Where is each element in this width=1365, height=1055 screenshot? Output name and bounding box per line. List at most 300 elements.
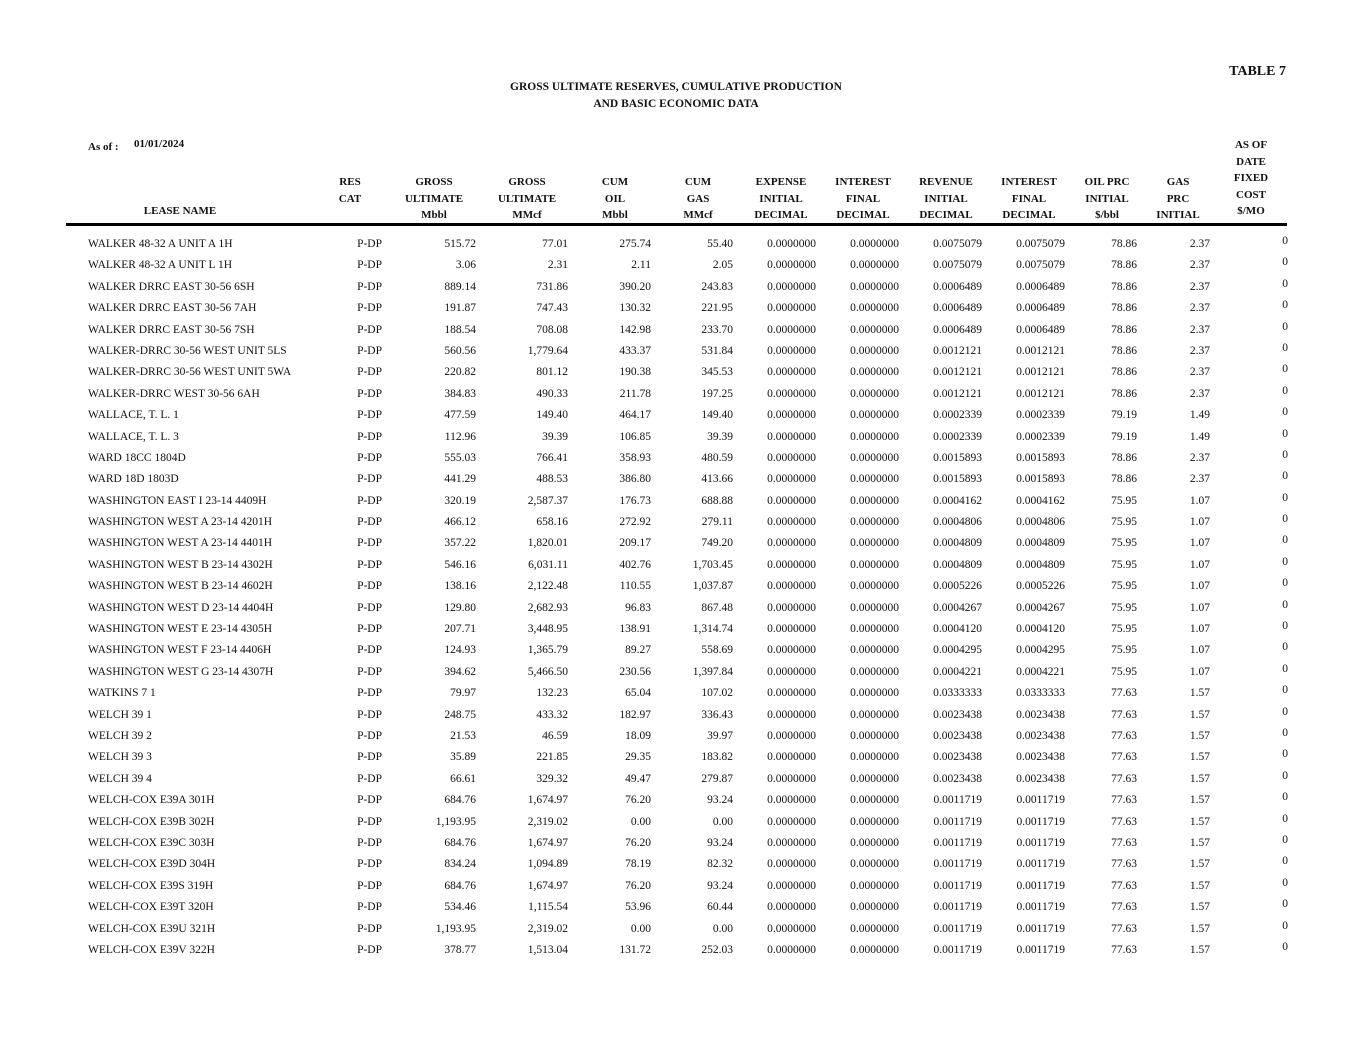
int-final2-cell: 0.0011719 [1016,943,1065,956]
fixed-cost-cell: 0 [1282,726,1288,739]
oil-prc-cell: 77.63 [1111,794,1137,807]
lease-name: WELCH-COX E39D 304H [88,858,216,871]
int-final-cell: 0.0000000 [850,644,899,657]
gas-prc-cell: 1.57 [1189,708,1210,721]
cum-gas-cell: 558.69 [701,644,733,657]
cum-gas-cell: 82.32 [707,858,733,871]
revenue-cell: 0.0004120 [933,623,982,636]
cum-oil-cell: 390.20 [619,280,651,293]
int-final-cell: 0.0000000 [850,580,899,593]
table-row [0,877,1365,898]
gross-gas-cell: 221.85 [536,751,568,764]
header-gross-oil [384,174,484,224]
cum-gas-cell: 1,037.87 [692,580,733,593]
table-row [0,748,1365,769]
header-line: INITIAL [759,192,803,205]
gas-prc-cell: 1.57 [1189,751,1210,764]
int-final2-cell: 0.0004120 [1016,623,1065,636]
fixed-cost-cell: 0 [1282,855,1288,868]
oil-prc-cell: 78.86 [1111,366,1137,379]
fixed-cost-cell: 0 [1282,620,1288,633]
gas-prc-cell: 1.07 [1189,494,1210,507]
int-final2-cell: 0.0004267 [1016,601,1065,614]
gas-prc-cell: 2.37 [1189,451,1210,464]
cum-oil-cell: 76.20 [625,879,651,892]
gross-gas-cell: 2,319.02 [527,922,568,935]
expense-cell: 0.0000000 [767,344,816,357]
gas-prc-cell: 1.57 [1189,943,1210,956]
gross-gas-cell: 2.31 [547,259,568,272]
fixed-cost-cell: 0 [1282,705,1288,718]
gross-oil-cell: 684.76 [444,836,476,849]
header-line: GROSS [415,176,453,188]
revenue-cell: 0.0006489 [933,323,982,336]
res-cat: P-DP [357,729,382,742]
oil-prc-cell: 75.95 [1111,558,1137,571]
expense-cell: 0.0000000 [767,858,816,871]
gross-gas-cell: 490.33 [536,387,568,400]
gross-gas-cell: 1,674.97 [527,836,568,849]
cum-oil-cell: 176.73 [619,494,651,507]
header-fixed-cost [1201,137,1301,220]
gross-oil-cell: 1,193.95 [435,815,476,828]
gross-gas-cell: 329.32 [536,772,568,785]
cum-oil-cell: 275.74 [619,238,651,250]
gross-oil-cell: 248.75 [444,708,476,721]
gas-prc-cell: 2.37 [1189,259,1210,272]
table-row [0,342,1365,363]
revenue-cell: 0.0004267 [933,601,982,614]
lease-name: WALKER 48-32 A UNIT A 1H [88,238,233,250]
lease-name: WASHINGTON WEST F 23-14 4406H [88,644,272,657]
int-final2-cell: 0.0333333 [1016,687,1065,700]
int-final2-cell: 0.0006489 [1016,302,1065,315]
cum-gas-cell: 55.40 [707,238,733,250]
gross-oil-cell: 515.72 [444,238,476,250]
revenue-cell: 0.0004162 [933,494,982,507]
oil-prc-cell: 75.95 [1111,537,1137,550]
table-row [0,363,1365,384]
cum-oil-cell: 190.38 [619,366,651,379]
cum-oil-cell: 78.19 [625,858,651,871]
header-line: DATE [1236,155,1266,168]
res-cat: P-DP [357,644,382,657]
gross-oil-cell: 889.14 [444,280,476,293]
gross-oil-cell: 79.97 [450,687,476,700]
cum-oil-cell: 131.72 [619,943,651,956]
as-of-date: 01/01/2024 [134,138,185,150]
oil-prc-cell: 78.86 [1111,473,1137,486]
header-line: ULTIMATE [497,192,557,205]
fixed-cost-cell: 0 [1282,876,1288,889]
int-final-cell: 0.0000000 [850,558,899,571]
gross-gas-cell: 1,674.97 [527,879,568,892]
fixed-cost-cell: 0 [1282,534,1288,547]
int-final2-cell: 0.0002339 [1016,409,1065,422]
oil-prc-cell: 77.63 [1111,772,1137,785]
expense-cell: 0.0000000 [767,794,816,807]
int-final2-cell: 0.0015893 [1016,451,1065,464]
gross-oil-cell: 124.93 [444,644,476,657]
cum-gas-cell: 233.70 [701,323,733,336]
expense-cell: 0.0000000 [767,473,816,486]
oil-prc-cell: 77.63 [1111,815,1137,828]
lease-name: WELCH-COX E39B 302H [88,815,215,828]
table-row [0,834,1365,855]
lease-name: WASHINGTON WEST B 23-14 4302H [88,558,273,571]
gas-prc-cell: 1.57 [1189,729,1210,742]
gross-gas-cell: 77.01 [542,238,568,250]
oil-prc-cell: 75.95 [1111,580,1137,593]
table-row [0,470,1365,491]
res-cat: P-DP [357,344,382,357]
header-line: FINAL [845,192,881,205]
gas-prc-cell: 1.07 [1189,516,1210,529]
lease-name: WALLACE, T. L. 3 [88,430,179,443]
int-final-cell: 0.0000000 [850,409,899,422]
gross-gas-cell: 1,115.54 [528,901,568,914]
expense-cell: 0.0000000 [767,708,816,721]
fixed-cost-cell: 0 [1282,662,1288,675]
lease-name: WARD 18D 1803D [88,473,179,486]
table-row [0,428,1365,449]
int-final2-cell: 0.0004221 [1016,665,1065,678]
gas-prc-cell: 2.37 [1189,387,1210,400]
lease-name: WASHINGTON WEST E 23-14 4305H [88,623,272,636]
cum-gas-cell: 252.03 [701,943,733,956]
cum-gas-cell: 336.43 [701,708,733,721]
cum-oil-cell: 65.04 [625,687,651,700]
header-line: COST [1236,188,1266,201]
int-final-cell: 0.0000000 [850,708,899,721]
cum-oil-cell: 106.85 [619,430,651,443]
oil-prc-cell: 78.86 [1111,451,1137,464]
cum-oil-cell: 110.55 [619,580,651,593]
gas-prc-cell: 1.57 [1189,858,1210,871]
int-final2-cell: 0.0004809 [1016,558,1065,571]
oil-prc-cell: 77.63 [1111,858,1137,871]
table-row [0,534,1365,555]
cum-gas-cell: 39.97 [707,729,733,742]
cum-oil-cell: 29.35 [625,751,651,764]
lease-name: WATKINS 7 1 [88,687,156,700]
revenue-cell: 0.0012121 [933,344,982,357]
res-cat: P-DP [357,430,382,443]
gross-oil-cell: 441.29 [444,473,476,486]
expense-cell: 0.0000000 [767,387,816,400]
res-cat: P-DP [357,751,382,764]
header-line: FINAL [1011,192,1047,205]
lease-name: WASHINGTON WEST B 23-14 4602H [88,580,273,593]
fixed-cost-cell: 0 [1282,363,1288,376]
expense-cell: 0.0000000 [767,601,816,614]
res-cat: P-DP [357,794,382,807]
expense-cell: 0.0000000 [767,366,816,379]
int-final-cell: 0.0000000 [850,901,899,914]
cum-gas-cell: 531.84 [701,344,733,357]
oil-prc-cell: 78.86 [1111,259,1137,272]
header-line: Mbbl [421,209,447,221]
revenue-cell: 0.0011719 [933,879,982,892]
table-row [0,599,1365,620]
int-final-cell: 0.0000000 [850,537,899,550]
gas-prc-cell: 1.07 [1189,601,1210,614]
fixed-cost-cell: 0 [1282,406,1288,419]
gross-gas-cell: 2,122.48 [527,580,568,593]
gross-gas-cell: 488.53 [536,473,568,486]
gross-gas-cell: 5,466.50 [527,665,568,678]
int-final-cell: 0.0000000 [850,323,899,336]
cum-oil-cell: 76.20 [625,794,651,807]
fixed-cost-cell: 0 [1282,555,1288,568]
res-cat: P-DP [357,473,382,486]
int-final2-cell: 0.0011719 [1016,901,1065,914]
cum-gas-cell: 0.00 [712,815,733,828]
gas-prc-cell: 1.07 [1189,623,1210,636]
revenue-cell: 0.0012121 [933,387,982,400]
revenue-cell: 0.0004806 [933,516,982,529]
cum-gas-cell: 1,703.45 [692,558,733,571]
revenue-cell: 0.0075079 [933,238,982,250]
fixed-cost-cell: 0 [1282,384,1288,397]
gross-oil-cell: 191.87 [444,302,476,315]
table-row [0,278,1365,299]
cum-gas-cell: 688.88 [701,494,733,507]
gas-prc-cell: 1.57 [1189,922,1210,935]
cum-oil-cell: 464.17 [619,409,651,422]
gross-gas-cell: 2,319.02 [527,815,568,828]
header-lease [130,203,230,220]
oil-prc-cell: 75.95 [1111,623,1137,636]
header-line: $/MO [1237,205,1265,217]
gross-oil-cell: 834.24 [444,858,476,871]
header-line: INITIAL [1085,192,1129,205]
gross-oil-cell: 394.62 [444,665,476,678]
revenue-cell: 0.0006489 [933,302,982,315]
revenue-cell: 0.0011719 [933,858,982,871]
res-cat: P-DP [357,858,382,871]
revenue-cell: 0.0002339 [933,409,982,422]
lease-name: WARD 18CC 1804D [88,451,186,464]
lease-name: WASHINGTON EAST I 23-14 4409H [88,494,267,507]
table-row [0,577,1365,598]
expense-cell: 0.0000000 [767,772,816,785]
report-title-line1: GROSS ULTIMATE RESERVES, CUMULATIVE PRODUCTION [510,81,842,93]
oil-prc-cell: 77.63 [1111,836,1137,849]
lease-name: WASHINGTON WEST G 23-14 4307H [88,665,274,678]
lease-name: WELCH-COX E39V 322H [88,943,215,956]
table-row [0,299,1365,320]
int-final-cell: 0.0000000 [850,794,899,807]
header-line: RES [339,176,361,188]
int-final2-cell: 0.0012121 [1016,387,1065,400]
res-cat: P-DP [357,687,382,700]
gross-oil-cell: 378.77 [444,943,476,956]
int-final-cell: 0.0000000 [850,943,899,956]
oil-prc-cell: 78.86 [1111,302,1137,315]
gas-prc-cell: 2.37 [1189,238,1210,250]
gas-prc-cell: 1.07 [1189,644,1210,657]
expense-cell: 0.0000000 [767,323,816,336]
fixed-cost-cell: 0 [1282,791,1288,804]
gross-gas-cell: 747.43 [536,302,568,315]
data-table [0,235,1365,962]
gas-prc-cell: 1.07 [1189,665,1210,678]
int-final-cell: 0.0000000 [850,238,899,250]
cum-gas-cell: 93.24 [707,836,733,849]
int-final2-cell: 0.0004806 [1016,516,1065,529]
oil-prc-cell: 78.86 [1111,323,1137,336]
gas-prc-cell: 1.07 [1189,537,1210,550]
res-cat: P-DP [357,323,382,336]
lease-name: WELCH-COX E39T 320H [88,901,214,914]
revenue-cell: 0.0011719 [933,901,982,914]
revenue-cell: 0.0012121 [933,366,982,379]
int-final-cell: 0.0000000 [850,494,899,507]
table-row [0,620,1365,641]
res-cat: P-DP [357,494,382,507]
int-final-cell: 0.0000000 [850,302,899,315]
cum-oil-cell: 2.11 [631,259,651,272]
revenue-cell: 0.0011719 [933,836,982,849]
gross-gas-cell: 1,094.89 [527,858,568,871]
table-number: TABLE 7 [1229,64,1286,79]
res-cat: P-DP [357,815,382,828]
lease-name: WELCH-COX E39U 321H [88,922,216,935]
gross-gas-cell: 708.08 [536,323,568,336]
gas-prc-cell: 1.49 [1189,430,1210,443]
oil-prc-cell: 77.63 [1111,708,1137,721]
header-line: PRC [1166,192,1190,205]
int-final2-cell: 0.0006489 [1016,280,1065,293]
int-final2-cell: 0.0023438 [1016,772,1065,785]
gas-prc-cell: 1.57 [1189,772,1210,785]
lease-name: WALKER DRRC EAST 30-56 7AH [88,302,257,315]
gas-prc-cell: 2.37 [1189,366,1210,379]
cum-gas-cell: 221.95 [701,302,733,315]
oil-prc-cell: 77.63 [1111,687,1137,700]
revenue-cell: 0.0023438 [933,729,982,742]
res-cat: P-DP [357,387,382,400]
int-final2-cell: 0.0011719 [1016,858,1065,871]
gas-prc-cell: 1.57 [1189,815,1210,828]
cum-oil-cell: 142.98 [619,323,651,336]
fixed-cost-cell: 0 [1282,940,1288,953]
fixed-cost-cell: 0 [1282,320,1288,333]
expense-cell: 0.0000000 [767,409,816,422]
int-final2-cell: 0.0011719 [1016,794,1065,807]
gross-oil-cell: 35.89 [450,751,476,764]
int-final-cell: 0.0000000 [850,687,899,700]
lease-name: WASHINGTON WEST A 23-14 4401H [88,537,273,550]
fixed-cost-cell: 0 [1282,448,1288,461]
expense-cell: 0.0000000 [767,516,816,529]
revenue-cell: 0.0006489 [933,280,982,293]
int-final-cell: 0.0000000 [850,665,899,678]
gross-oil-cell: 477.59 [444,409,476,422]
fixed-cost-cell: 0 [1282,470,1288,483]
gross-gas-cell: 1,513.04 [527,943,568,956]
revenue-cell: 0.0005226 [933,580,982,593]
cum-oil-cell: 0.00 [630,815,651,828]
gas-prc-cell: 1.57 [1189,879,1210,892]
res-cat: P-DP [357,772,382,785]
gross-gas-cell: 1,779.64 [527,344,568,357]
gross-oil-cell: 466.12 [444,516,476,529]
oil-prc-cell: 77.63 [1111,901,1137,914]
table-row [0,727,1365,748]
header-divider [66,223,1287,226]
gross-oil-cell: 1,193.95 [435,922,476,935]
int-final2-cell: 0.0023438 [1016,729,1065,742]
gross-gas-cell: 731.86 [536,280,568,293]
int-final-cell: 0.0000000 [850,430,899,443]
gross-oil-cell: 21.53 [450,729,476,742]
fixed-cost-cell: 0 [1282,341,1288,354]
res-cat: P-DP [357,922,382,935]
int-final2-cell: 0.0023438 [1016,708,1065,721]
gross-gas-cell: 801.12 [536,366,568,379]
expense-cell: 0.0000000 [767,558,816,571]
table-row [0,941,1365,962]
gross-gas-cell: 1,365.79 [527,644,568,657]
cum-gas-cell: 107.02 [701,687,733,700]
table-row [0,513,1365,534]
int-final-cell: 0.0000000 [850,344,899,357]
cum-oil-cell: 96.83 [625,601,651,614]
res-cat: P-DP [357,580,382,593]
int-final-cell: 0.0000000 [850,451,899,464]
table-row [0,663,1365,684]
gross-oil-cell: 66.61 [450,772,476,785]
oil-prc-cell: 77.63 [1111,922,1137,935]
res-cat: P-DP [357,623,382,636]
expense-cell: 0.0000000 [767,687,816,700]
int-final-cell: 0.0000000 [850,922,899,935]
int-final-cell: 0.0000000 [850,772,899,785]
cum-oil-cell: 402.76 [619,558,651,571]
gas-prc-cell: 2.37 [1189,302,1210,315]
fixed-cost-cell: 0 [1282,919,1288,932]
gross-gas-cell: 658.16 [536,516,568,529]
fixed-cost-cell: 0 [1282,491,1288,504]
int-final-cell: 0.0000000 [850,858,899,871]
gross-oil-cell: 129.80 [444,601,476,614]
int-final-cell: 0.0000000 [850,473,899,486]
revenue-cell: 0.0004221 [933,665,982,678]
gross-gas-cell: 149.40 [536,409,568,422]
revenue-cell: 0.0011719 [933,922,982,935]
cum-oil-cell: 209.17 [619,537,651,550]
int-final2-cell: 0.0004809 [1016,537,1065,550]
res-cat: P-DP [357,451,382,464]
res-cat: P-DP [357,280,382,293]
header-line: AS OF [1234,139,1268,151]
gross-gas-cell: 46.59 [542,729,568,742]
header-line: CUM [601,176,629,188]
cum-oil-cell: 138.91 [619,623,651,636]
fixed-cost-cell: 0 [1282,427,1288,440]
int-final-cell: 0.0000000 [850,387,899,400]
gas-prc-cell: 1.07 [1189,558,1210,571]
revenue-cell: 0.0011719 [933,943,982,956]
fixed-cost-cell: 0 [1282,641,1288,654]
expense-cell: 0.0000000 [767,238,816,250]
header-line: ULTIMATE [404,192,464,205]
gross-oil-cell: 684.76 [444,794,476,807]
res-cat: P-DP [357,302,382,315]
oil-prc-cell: 75.95 [1111,644,1137,657]
